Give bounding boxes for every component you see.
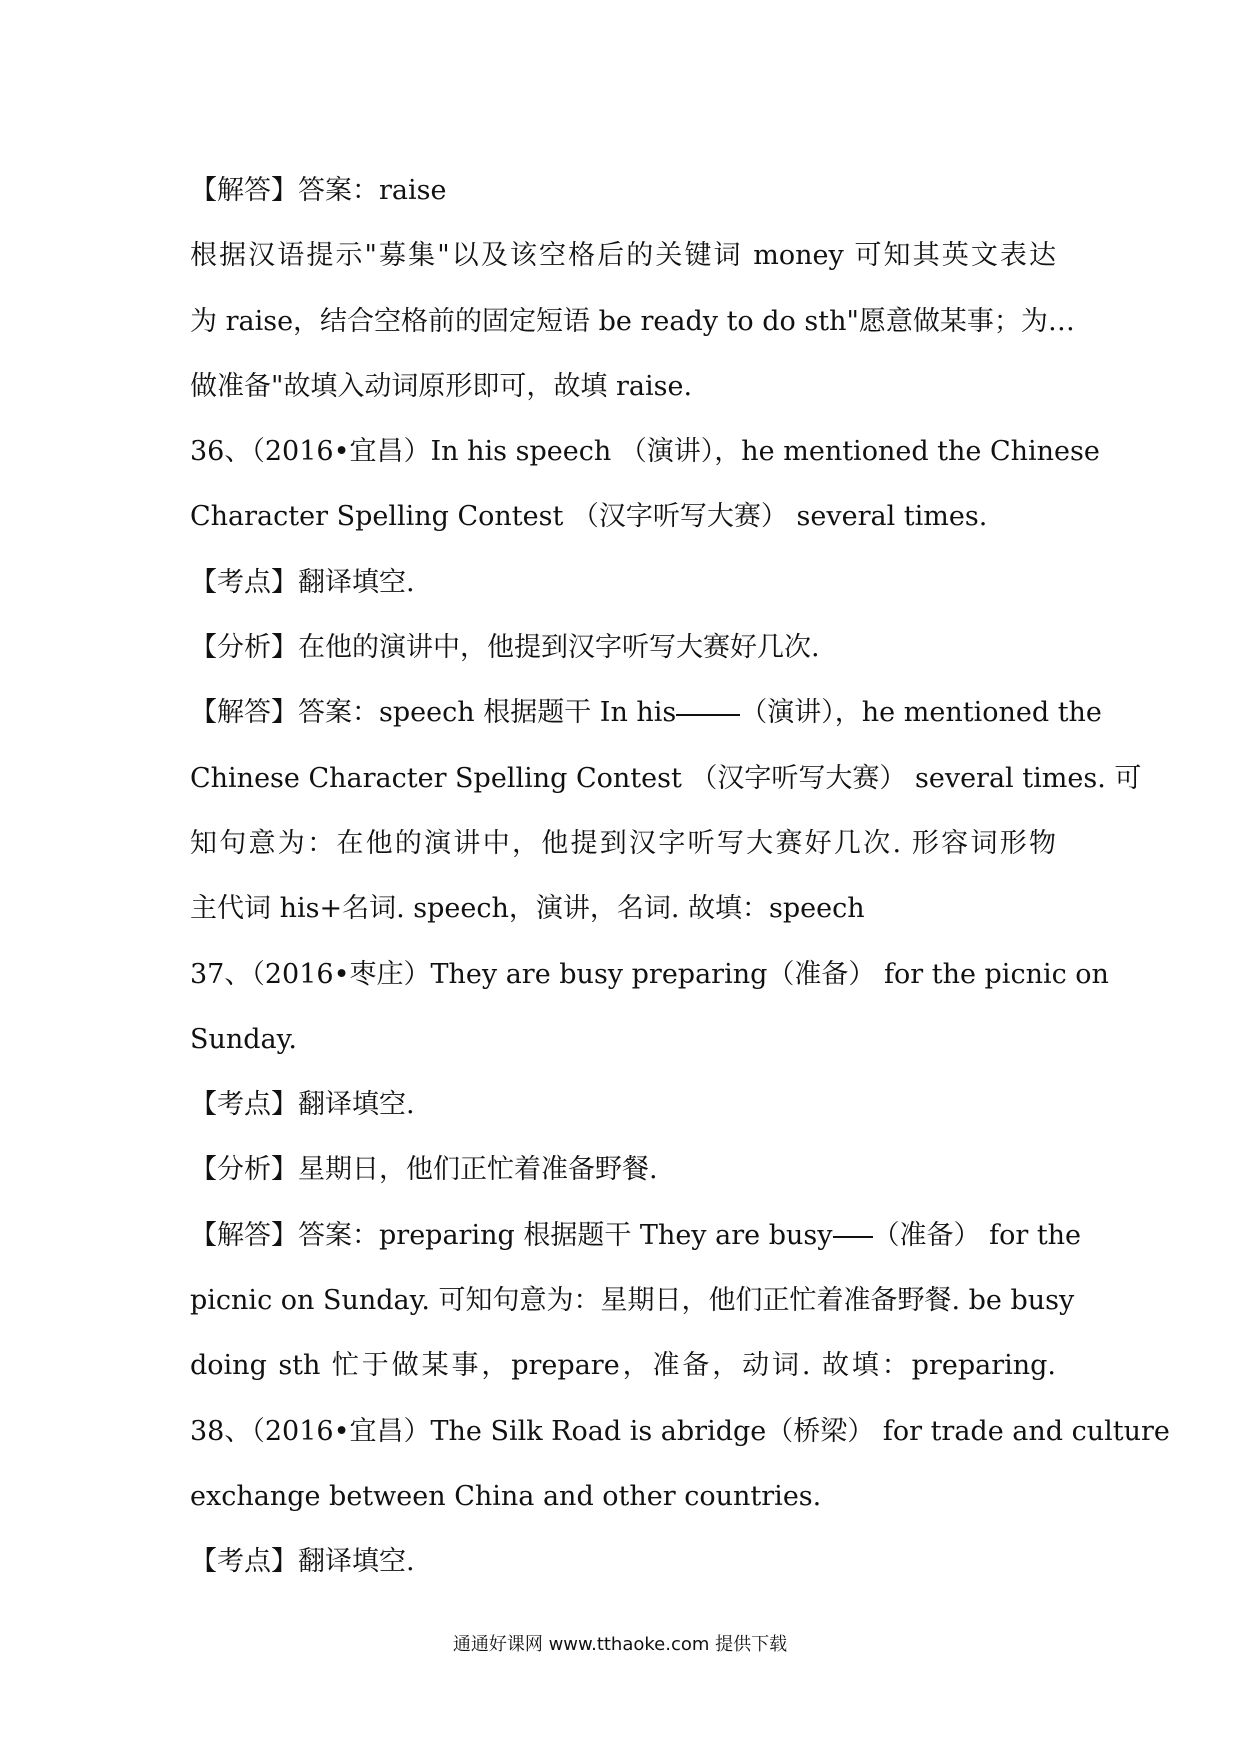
text-line (190, 354, 1056, 419)
text-segment: 【解答】答案：preparing 根据题干 They are busy (190, 1219, 833, 1251)
text-segment: 【考点】翻译填空. (190, 1089, 415, 1121)
text-line (190, 1333, 1056, 1398)
text-line (190, 1268, 1075, 1333)
text-line (190, 615, 1056, 680)
text-segment: Character Spelling Contest （汉字听写大赛） several times. (190, 501, 988, 533)
page-footer: 通通好课网 www.tthaoke.com 提供下载 (452, 1634, 788, 1655)
text-line (190, 550, 1056, 615)
text-line (190, 1007, 1056, 1072)
text-line (190, 223, 1056, 288)
text-segment: Sunday. (190, 1023, 297, 1055)
text-line (190, 1072, 1056, 1137)
text-line (190, 419, 1100, 484)
text-line (190, 484, 1056, 549)
answer-blank (676, 713, 740, 716)
text-segment: 36、（2016•宜昌）In his speech （演讲），he mentioned the Chinese (190, 436, 1100, 468)
text-segment: 【分析】在他的演讲中，他提到汉字听写大赛好几次. (190, 632, 820, 664)
text-segment: 【解答】答案：raise (190, 175, 447, 206)
text-segment: 【解答】答案：speech 根据题干 In his (190, 697, 677, 729)
text-segment: 37、（2016•枣庄）They are busy preparing（准备） for the picnic on (190, 958, 1109, 990)
text-line (190, 811, 1056, 876)
text-segment: 知句意为：在他的演讲中，他提到汉字听写大赛好几次. 形容词形物 (190, 827, 1056, 859)
text-segment: 做准备"故填入动词原形即可，故填 raise. (190, 370, 693, 402)
text-line (190, 1203, 1082, 1268)
text-line (190, 876, 1056, 941)
document-body (190, 158, 1170, 1595)
text-segment: 【考点】翻译填空. (190, 1546, 415, 1578)
text-segment: 为 raise，结合空格前的固定短语 be ready to do sth"愿意做某事；为… (190, 305, 1075, 337)
text-segment: 根据汉语提示"募集"以及该空格后的关键词 money 可知其英文表达 (190, 240, 1056, 272)
text-line (190, 1529, 1056, 1594)
text-segment: 【分析】星期日，他们正忙着准备野餐. (190, 1154, 658, 1186)
text-line (190, 1137, 1056, 1202)
answer-blank (833, 1235, 873, 1238)
text-segment: 主代词 his+名词. speech，演讲，名词. 故填：speech (190, 893, 865, 925)
text-segment: picnic on Sunday. 可知句意为：星期日，他们正忙着准备野餐. be busy (190, 1285, 1075, 1317)
text-line (190, 1399, 1170, 1464)
text-line (190, 942, 1109, 1007)
text-line (190, 158, 1056, 223)
text-line (190, 680, 1102, 745)
text-segment: 38、（2016•宜昌）The Silk Road is abridge（桥梁） for trade and culture (190, 1415, 1170, 1447)
text-segment: （准备） for the (872, 1219, 1082, 1251)
text-line (190, 289, 1075, 354)
text-segment: 【考点】翻译填空. (190, 566, 415, 598)
text-line (190, 746, 1142, 811)
text-segment: exchange between China and other countries. (190, 1480, 822, 1512)
text-segment: doing sth 忙于做某事，prepare，准备，动词. 故填：preparing. (190, 1350, 1056, 1382)
text-segment: Chinese Character Spelling Contest （汉字听写大赛） several times. 可 (190, 762, 1142, 794)
text-line (190, 1464, 1056, 1529)
text-segment: （演讲），he mentioned the (740, 697, 1102, 729)
